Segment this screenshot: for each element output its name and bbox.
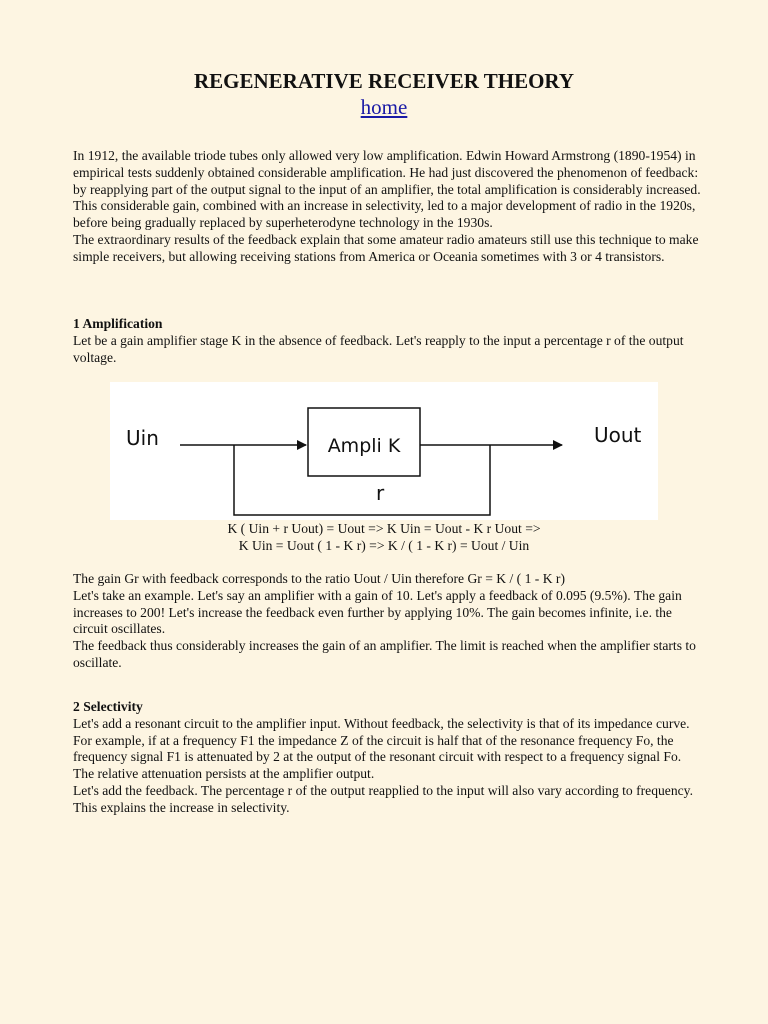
amplification-intro: Let be a gain amplifier stage K in the absence of feedback. Let's reapply to the input a percentage r of the output voltage.: [73, 332, 684, 365]
intro-paragraph-1: In 1912, the available triode tubes only allowed very low amplification. Edwin Howard Armstrong (1890-1954) in empirical tests suddenly obtained considerable amplification. He had just discovered the phenomenon of feedback: by reapplying part of the output signal to the input of an amplifier, the total amplification is considerably increased.: [73, 148, 701, 197]
intro-section: [73, 148, 703, 266]
intro-paragraph-3: The extraordinary results of the feedback explain that some amateur radio amateurs still use this technique to make simple receivers, but allowing receiving stations from America or Oceania sometimes with 3 or 4 transistors.: [73, 231, 699, 264]
home-link[interactable]: home: [360, 95, 408, 119]
gain-section: [73, 571, 703, 672]
selectivity-heading: 2 Selectivity: [73, 699, 143, 714]
equation-line-2: K Uin = Uout ( 1 - K r) => K / ( 1 - K r) = Uout / Uin: [238, 538, 530, 553]
feedback-diagram-svg: [110, 382, 658, 520]
feedback-label: r: [376, 481, 385, 505]
amplification-section: [73, 316, 703, 366]
output-label: Uout: [594, 423, 642, 447]
amplification-heading: 1 Amplification: [73, 316, 163, 331]
gain-paragraph-3: The feedback thus considerably increases the gain of an amplifier. The limit is reached when the amplifier starts to oscillate.: [73, 638, 696, 670]
page-title: REGENERATIVE RECEIVER THEORY: [193, 69, 575, 93]
block-label: Ampli K: [327, 435, 401, 457]
intro-paragraph-2: This considerable gain, combined with an increase in selectivity, led to a major development of radio in the 1920s, before being gradually replaced by superheterodyne technology in the 1930s.: [73, 198, 696, 231]
input-label: Uin: [126, 426, 159, 450]
gain-paragraph-2: Let's take an example. Let's say an amplifier with a gain of 10. Let's apply a feedback of 0.095 (9.5%). The gain increases to 200! Let's increase the feedback even further by applying 10%. The gain becomes infinite, i.e. the circuit oscillates.: [73, 587, 682, 637]
selectivity-paragraph-1: Let's add a resonant circuit to the amplifier input. Without feedback, the selectivity is that of its impedance curve. For example, if at a frequency F1 the impedance Z of the circuit is half that of the resonance frequency Fo, the frequency signal F1 is attenuated by 2 at the output of the resonant circuit with respect to a frequency signal Fo. The relative attenuation persists at the amplifier output.: [73, 715, 690, 782]
selectivity-section: [73, 699, 703, 817]
equation-line-1: K ( Uin + r Uout) = Uout => K Uin = Uout - K r Uout =>: [227, 521, 541, 536]
gain-paragraph-1: The gain Gr with feedback corresponds to the ratio Uout / Uin therefore Gr = K / ( 1 - K r): [73, 571, 565, 586]
home-link-wrapper: [0, 94, 768, 120]
selectivity-paragraph-2: Let's add the feedback. The percentage r of the output reapplied to the input will also vary according to frequency. This explains the increase in selectivity.: [73, 782, 693, 815]
feedback-diagram: [110, 382, 658, 520]
